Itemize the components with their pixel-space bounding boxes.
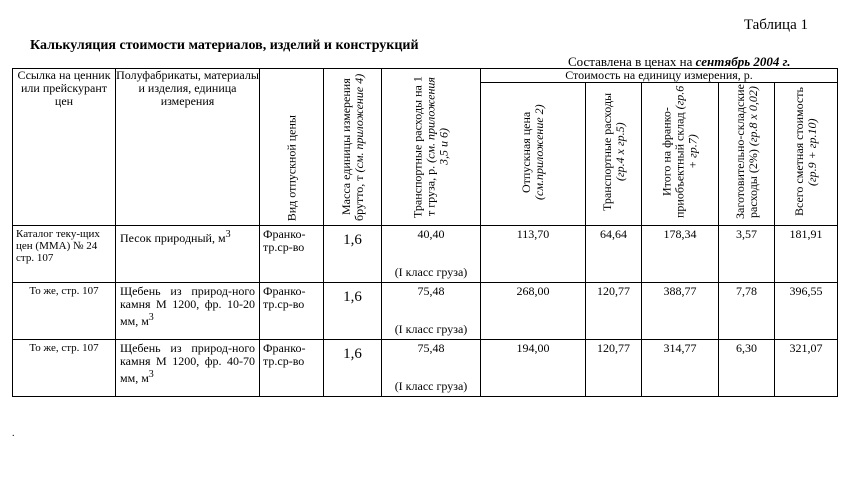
cell-trans-cost: 120,77	[586, 340, 642, 397]
document-title: Калькуляция стоимости материалов, изделий и конструкций	[30, 38, 419, 53]
unit-superscript: 3	[148, 312, 154, 323]
header-total-franco-vtext	[661, 83, 700, 221]
cell-name-text: Щебень из природ-ного камня М 1200, фр. 40-70 мм, м	[120, 341, 255, 385]
cell-name	[116, 340, 260, 397]
cell-release-price: 113,70	[481, 226, 586, 283]
unit-superscript: 3	[225, 229, 231, 240]
cell-price-type: Франко-тр.ср-во	[260, 283, 324, 340]
table-label: Таблица 1	[743, 17, 808, 33]
header-mass	[324, 69, 382, 226]
cell-cargo-class: (I класс груза)	[394, 265, 468, 279]
table-row	[13, 283, 838, 340]
header-cost-group	[481, 69, 838, 83]
cell-transport-value: 75,48	[417, 284, 445, 298]
header-total-franco-text: Итого на франко-приобъектный склад	[659, 107, 687, 219]
header-transport-note: (см. приложения 3,5 и 6)	[423, 77, 451, 166]
cell-storage: 7,78	[719, 283, 775, 340]
cell-total-franco: 388,77	[642, 283, 719, 340]
cell-trans-cost: 64,64	[586, 226, 642, 283]
header-trans-cost	[586, 83, 642, 226]
header-storage-text: Заготовительно-складские расходы (2%)	[732, 84, 760, 220]
header-price-type-text: Вид отпускной цены	[284, 114, 298, 221]
header-trans-cost-note: (гр.4 х гр.5)	[612, 122, 627, 182]
cell-ref: То же, стр. 107	[13, 283, 116, 340]
table-row	[13, 226, 838, 283]
cell-transport	[382, 283, 481, 340]
header-trans-cost-vtext	[601, 83, 627, 221]
trailing-mark: .	[12, 428, 15, 439]
cell-cargo-class: (I класс груза)	[394, 322, 468, 336]
cell-ref: Каталог теку-щих цен (ММА) № 24 стр. 107	[13, 226, 116, 283]
header-transport-vtext	[412, 73, 451, 221]
header-trans-cost-text: Транспортные расходы	[599, 92, 614, 212]
cell-estimated: 396,55	[775, 283, 838, 340]
header-release-note: (см.приложение 2)	[532, 104, 546, 200]
cell-storage: 3,57	[719, 226, 775, 283]
cell-transport-value: 75,48	[417, 341, 445, 355]
table-row	[13, 340, 838, 397]
header-cost-group-text: Стоимость на единицу измерения, р.	[565, 68, 753, 82]
header-name-text: Полуфабрикаты, материалы и изделия, единица измерения	[116, 68, 259, 108]
cell-price-type: Франко-тр.ср-во	[260, 226, 324, 283]
unit-superscript: 3	[148, 369, 154, 380]
cell-total-franco: 314,77	[642, 340, 719, 397]
header-estimated-note: (гр.9 + гр.10)	[805, 118, 819, 186]
header-storage	[719, 83, 775, 226]
header-estimated	[775, 83, 838, 226]
header-estimated-text: Всего сметная стоимость	[792, 87, 806, 217]
header-mass-vtext	[340, 73, 366, 221]
header-name	[116, 69, 260, 226]
header-transport-text: Транспортные расходы на 1 т груза, р.	[410, 76, 438, 218]
header-storage-note: (гр.8 х 0,02)	[745, 86, 760, 147]
header-transport	[382, 69, 481, 226]
header-estimated-vtext	[793, 83, 819, 221]
cell-mass: 1,6	[324, 283, 382, 340]
cell-name-text: Щебень из природ-ного камня М 1200, фр. 10-20 мм, м	[120, 284, 255, 328]
compiled-date: сентябрь 2004 г.	[695, 54, 791, 69]
header-mass-note: (см. приложение 4)	[351, 73, 366, 173]
cell-price-type: Франко-тр.ср-во	[260, 340, 324, 397]
cell-storage: 6,30	[719, 340, 775, 397]
cell-name	[116, 226, 260, 283]
header-release-price	[481, 83, 586, 226]
cell-release-price: 194,00	[481, 340, 586, 397]
cell-name-text: Песок природный, м	[120, 231, 226, 245]
header-ref-text: Ссылка на ценник или прейскурант цен	[17, 68, 111, 108]
cell-ref: То же, стр. 107	[13, 340, 116, 397]
cell-transport	[382, 226, 481, 283]
header-price-type	[260, 69, 324, 226]
header-total-franco	[642, 83, 719, 226]
cell-name	[116, 283, 260, 340]
cell-transport-value: 40,40	[417, 227, 445, 241]
header-total-franco-note: (гр.6 + гр.7)	[672, 85, 700, 170]
cell-transport	[382, 340, 481, 397]
cell-release-price: 268,00	[481, 283, 586, 340]
cell-estimated: 321,07	[775, 340, 838, 397]
cell-total-franco: 178,34	[642, 226, 719, 283]
header-release-text: Отпускная цена	[519, 111, 533, 193]
header-row-1	[13, 69, 838, 83]
header-storage-vtext	[734, 83, 760, 221]
header-ref	[13, 69, 116, 226]
cell-mass: 1,6	[324, 340, 382, 397]
cell-estimated: 181,91	[775, 226, 838, 283]
cell-mass: 1,6	[324, 226, 382, 283]
cell-cargo-class: (I класс груза)	[394, 379, 468, 393]
header-release-vtext	[520, 83, 546, 221]
header-mass-text: Масса единицы измерения брутто, т	[338, 78, 366, 221]
cell-trans-cost: 120,77	[586, 283, 642, 340]
calculation-table	[12, 68, 838, 397]
compiled-prefix: Составлена в ценах на	[568, 54, 693, 69]
